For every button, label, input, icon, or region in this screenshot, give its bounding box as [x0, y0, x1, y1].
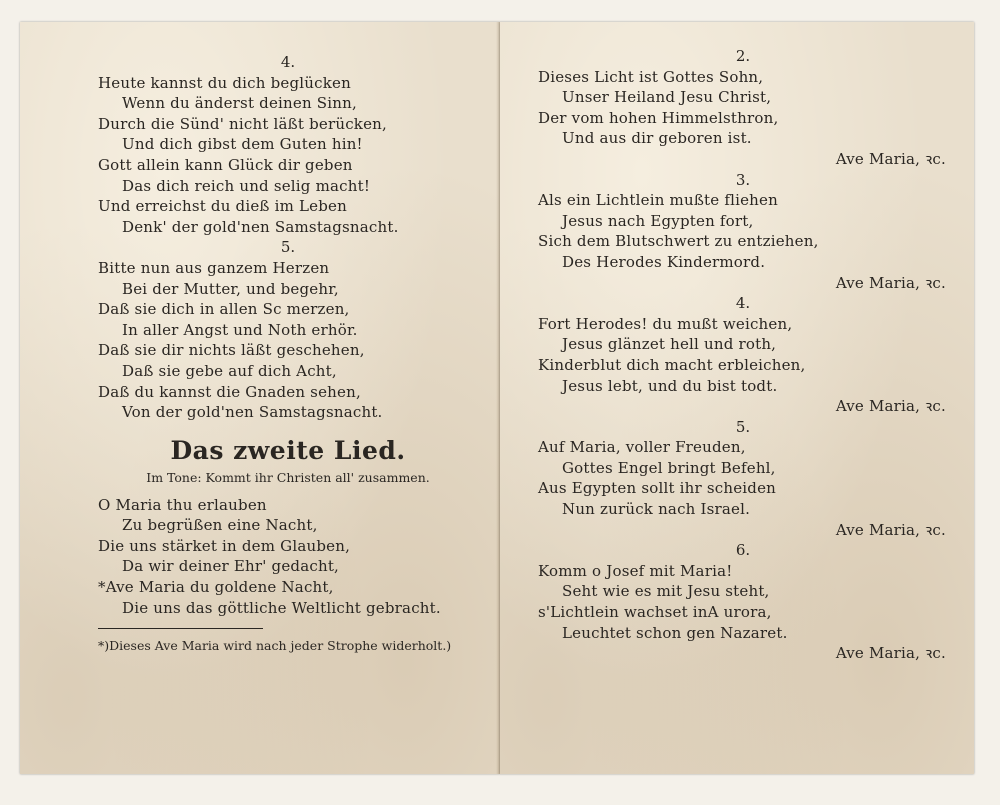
verse-line: Daß sie dich in allen Sc merzen,: [98, 300, 350, 319]
verse-line: Jesus glänzet hell und roth,: [562, 335, 777, 354]
verse-line: Als ein Lichtlein mußte fliehen: [538, 191, 778, 210]
footnote-rule: [98, 628, 263, 629]
verse-line: Komm o Josef mit Maria!: [538, 561, 733, 580]
footnote: *)Dieses Ave Maria wird nach jeder Strophe widerholt.): [98, 638, 452, 654]
verse-line: Leuchtet schon gen Nazaret.: [562, 623, 788, 642]
verse-line: Daß du kannst die Gnaden sehen,: [98, 382, 361, 401]
verse-line: Durch die Sünd' nicht läßt berücken,: [98, 114, 387, 133]
verse-line: Wenn du änderst deinen Sinn,: [122, 94, 357, 113]
stanza-number: 4.: [735, 294, 751, 313]
verse-line: Seht wie es mit Jesu steht,: [562, 582, 770, 601]
verse-line: Von der gold'nen Samstagsnacht.: [122, 403, 383, 422]
refrain-line: Ave Maria, ꝛc.: [835, 644, 946, 663]
right-column: [538, 46, 948, 664]
right-page: [500, 22, 974, 774]
verse-line: Des Herodes Kindermord.: [562, 252, 766, 271]
verse-line: Denk' der gold'nen Samstagsnacht.: [122, 217, 399, 236]
verse-line: Gott allein kann Glück dir geben: [98, 155, 353, 174]
refrain-line: Ave Maria, ꝛc.: [835, 273, 946, 292]
verse-line: *Ave Maria du goldene Nacht,: [98, 578, 334, 597]
left-page: [20, 22, 500, 774]
verse-line: Das dich reich und selig macht!: [122, 176, 371, 195]
verse-line: Der vom hohen Himmelsthron,: [538, 108, 779, 127]
refrain-line: Ave Maria, ꝛc.: [835, 397, 946, 416]
verse-line: Die uns stärket in dem Glauben,: [98, 536, 351, 555]
verse-line: Und erreichst du dieß im Leben: [98, 197, 347, 216]
stanza-number: 4.: [280, 53, 296, 71]
verse-line: Fort Herodes! du mußt weichen,: [538, 314, 793, 333]
song-title: Das zweite Lied.: [170, 435, 406, 465]
stanza-number: 5.: [735, 417, 751, 436]
verse-line: Kinderblut dich macht erbleichen,: [538, 355, 806, 374]
verse-line: s'Lichtlein wachset inA urora,: [538, 603, 772, 622]
verse-line: Bei der Mutter, und begehr,: [122, 279, 339, 298]
verse-line: Die uns das göttliche Weltlicht gebracht.: [122, 598, 441, 617]
verse-line: Und dich gibst dem Guten hin!: [122, 135, 363, 154]
verse-line: Daß sie dir nichts läßt geschehen,: [98, 341, 365, 360]
verse-line: Jesus nach Egypten fort,: [562, 211, 754, 230]
verse-line: Jesus lebt, und du bist todt.: [562, 376, 778, 395]
left-column: [98, 52, 478, 655]
verse-line: Sich dem Blutschwert zu entziehen,: [538, 232, 819, 251]
verse-line: Zu begrüßen eine Nacht,: [122, 516, 318, 535]
stanza-number: 2.: [735, 47, 751, 65]
verse-line: Heute kannst du dich beglücken: [98, 73, 351, 92]
tune-note: Im Tone: Kommt ihr Christen all' zusammen.: [146, 469, 430, 485]
refrain-line: Ave Maria, ꝛc.: [835, 149, 946, 168]
verse-line: Und aus dir geboren ist.: [562, 129, 752, 148]
verse-line: Daß sie gebe auf dich Acht,: [122, 361, 337, 380]
stanza-number: 3.: [735, 170, 751, 189]
verse-line: In aller Angst und Noth erhör.: [122, 320, 358, 339]
verse-line: Unser Heiland Jesu Christ,: [562, 88, 772, 107]
verse-line: Da wir deiner Ehr' gedacht,: [122, 557, 340, 576]
stanza-number: 5.: [280, 238, 296, 257]
verse-line: O Maria thu erlauben: [98, 495, 267, 514]
verse-line: Nun zurück nach Israel.: [562, 500, 751, 519]
verse-line: Bitte nun aus ganzem Herzen: [98, 258, 330, 277]
verse-line: Dieses Licht ist Gottes Sohn,: [538, 67, 764, 86]
stanza-number: 6.: [735, 541, 751, 560]
verse-line: Auf Maria, voller Freuden,: [538, 438, 746, 457]
verse-line: Aus Egypten sollt ihr scheiden: [538, 479, 777, 498]
verse-line: Gottes Engel bringt Befehl,: [562, 458, 776, 477]
refrain-line: Ave Maria, ꝛc.: [835, 520, 946, 539]
